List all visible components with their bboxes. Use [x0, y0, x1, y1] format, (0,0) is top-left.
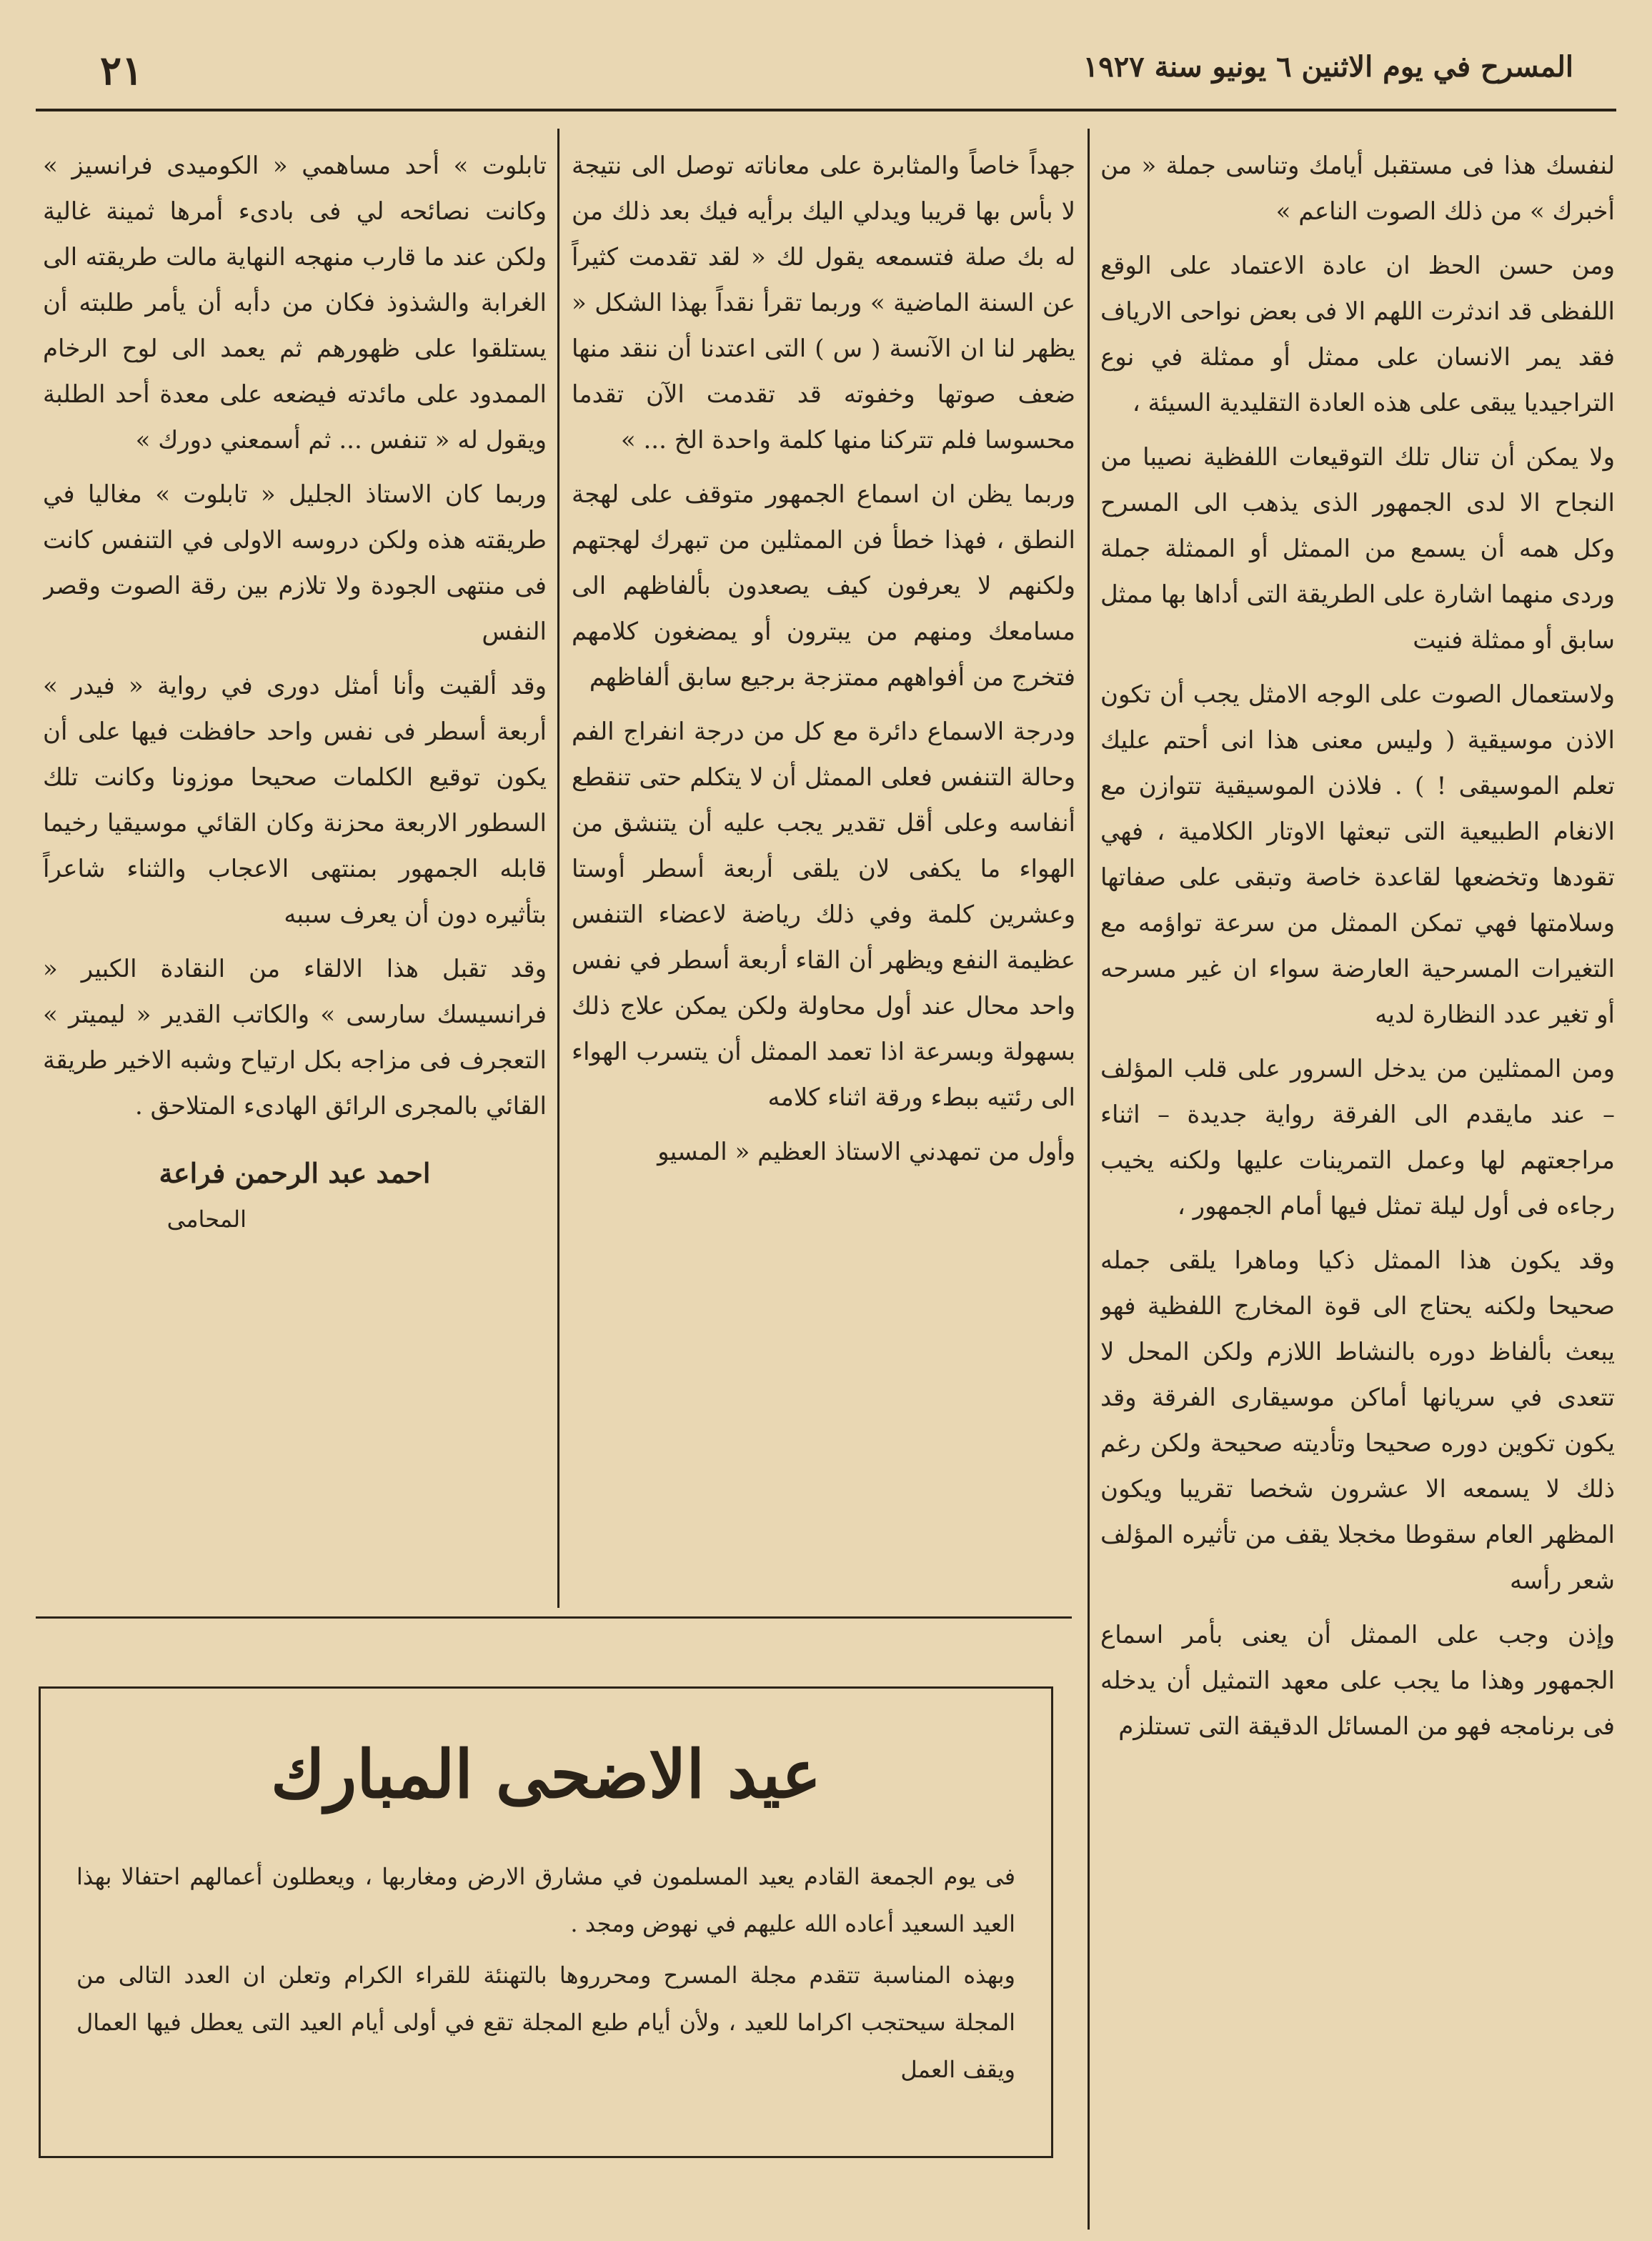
- paragraph: وربما يظن ان اسماع الجمهور متوقف على لهجة النطق ، فهذا خطأ فن الممثلين من تبهرك لهجتهم ولكنهم لا يعرفون كيف يصعدون بألفاظهم الى مسامعك ومنهم من يبترون أو يمضغون كلامهم فتخرج من أفواههم ممتزجة برجيع سابق ألفاظهم: [572, 480, 1075, 692]
- announcement-box: [39, 1686, 1053, 2158]
- paragraph: وإذن وجب على الممثل أن يعنى بأمر اسماع الجمهور وهذا ما يجب على معهد التمثيل أن يدخله فى برنامجه فهو من المسائل الدقيقة التى تستلزم: [1100, 1621, 1615, 1741]
- paragraph: ولا يمكن أن تنال تلك التوقيعات اللفظية نصيبا من النجاح الا لدى الجمهور الذى يذهب الى المسرح وكل همه أن يسمع من الممثل أو الممثلة جملة وردى منهما اشارة على الطريقة التى أداها بها ممثل سابق أو ممثلة فنيت: [1100, 443, 1615, 655]
- announcement-paragraph: فى يوم الجمعة القادم يعيد المسلمون في مشارق الارض ومغاربها ، ويعطلون أعمالهم احتفالا بهذا العيد السعيد أعاده الله عليهم في نهوض ومجد .: [76, 1863, 1015, 1937]
- article-column-middle: [572, 143, 1075, 1579]
- page-number: ٢١: [100, 47, 144, 94]
- author-profession: المحامى: [166, 1206, 247, 1233]
- announcement-body: [76, 1853, 1015, 2097]
- column-divider-left: [557, 129, 559, 1608]
- paragraph: ومن الممثلين من يدخل السرور على قلب المؤلف – عند مايقدم الى الفرقة رواية جديدة – اثناء مراجعتهم لها وعمل التمرينات عليها ولكنه يخيب رجاءه فى أول ليلة تمثل فيها أمام الجمهور ،: [1100, 1055, 1615, 1221]
- paragraph: لنفسك هذا فى مستقبل أيامك وتناسى جملة « من أخبرك » من ذلك الصوت الناعم »: [1100, 151, 1615, 226]
- announcement-paragraph: وبهذه المناسبة تتقدم مجلة المسرح ومحرروها بالتهنئة للقراء الكرام وتعلن ان العدد التالى من المجلة سيحتجب اكراما للعيد ، ولأن أيام طبع المجلة تقع في أولى أيام العيد التى يعطل فيها العمال ويقف العمل: [76, 1962, 1016, 2083]
- paragraph: وأول من تمهدني الاستاذ العظيم « المسيو: [657, 1138, 1075, 1166]
- paragraph: وقد يكون هذا الممثل ذكيا وماهرا يلقى جمله صحيحا ولكنه يحتاج الى قوة المخارج اللفظية فهو يبعث بألفاظ دوره بالنشاط اللازم ولكن المحل لا تتعدى في سريانها أماكن موسيقارى الفرقة وقد يكون تكوين دوره صحيحا وتأديته صحيحة ولكن رغم ذلك لا يسمعه الا عشرون شخصا تقريبا ويكون المظهر العام سقوطا مخجلا يقف من تأثيره المؤلف شعر رأسه: [1100, 1246, 1615, 1595]
- paragraph: ودرجة الاسماع دائرة مع كل من درجة انفراج الفم وحالة التنفس فعلى الممثل أن لا يتكلم حتى تنقطع أنفاسه وعلى أقل تقدير يجب عليه أن يتنشق من الهواء ما يكفى لان يلقى أربعة أسطر أوستا وعشرين كلمة وفي ذلك رياضة لاعضاء التنفس عظيمة النفع ويظهر أن القاء أربعة أسطر في نفس واحد محال عند أول محاولة ولكن يمكن علاج ذلك بسهولة وبسرعة اذا تعمد الممثل أن يتسرب الهواء الى رئتيه ببطء ورقة اثناء كلامه: [572, 717, 1075, 1112]
- announcement-title: عيد الاضحى المبارك: [270, 1736, 822, 1813]
- paragraph: ومن حسن الحظ ان عادة الاعتماد على الوقع اللفظى قد اندثرت اللهم الا فى بعض نواحى الارياف فقد يمر الانسان على ممثل أو ممثلة في نوع التراجيديا يبقى على هذه العادة التقليدية السيئة ،: [1100, 252, 1615, 417]
- paragraph: جهداً خاصاً والمثابرة على معاناته توصل الى نتيجة لا بأس بها قريبا ويدلي اليك برأيه فيك بعد ذلك من له بك صلة فتسمعه يقول لك « لقد تقدمت كثيراً عن السنة الماضية » وربما تقرأ نقداً بهذا الشكل « يظهر لنا ان الآنسة ( س ) التى اعتدنا أن ننقد منها ضعف صوتها وخفوته قد تقدمت الآن تقدما محسوسا فلم تتركنا منها كلمة واحدة الخ ... »: [572, 151, 1075, 454]
- author-signature: احمد عبد الرحمن فراعة: [159, 1157, 431, 1189]
- header-rule: [36, 109, 1616, 111]
- paragraph: ولاستعمال الصوت على الوجه الامثل يجب أن تكون الاذن موسيقية ( وليس معنى هذا انى أحتم عليك تعلم الموسيقى ! ) . فلاذن الموسيقية تتوازن مع الانغام الطبيعية التى تبعثها الاوتار الكلامية ، فهي تقودها وتخضعها لقاعدة خاصة وتبقى على صفاتها وسلامتها فهي تمكن الممثل من سرعة تواؤمه مع التغيرات المسرحية العارضة سواء ان غير مسرحه أو تغير عدد النظارة لديه: [1100, 680, 1615, 1029]
- paragraph: وربما كان الاستاذ الجليل « تابلوت » مغاليا في طريقته هذه ولكن دروسه الاولى في التنفس كانت فى منتهى الجودة ولا تلازم بين رقة الصوت وقصر النفس: [43, 480, 547, 646]
- article-column-left: [43, 143, 547, 1315]
- article-column-right: [1100, 143, 1615, 2222]
- paragraph: وقد ألقيت وأنا أمثل دورى في رواية « فيدر » أربعة أسطر فى نفس واحد حافظت فيها على أن يكون توقيع الكلمات صحيحا موزونا وكانت تلك السطور الاربعة محزنة وكان القائي موسيقيا رخيما قابله الجمهور بمنتهى الاعجاب والثناء شاعراً بتأثيره دون أن يعرف سببه: [43, 672, 547, 929]
- page-header-title: المسرح في يوم الاثنين ٦ يونيو سنة ١٩٢٧: [1083, 50, 1573, 84]
- paragraph: وقد تقبل هذا الالقاء من النقادة الكبير « فرانسيسك سارسى » والكاتب القدير « ليميتر » التعجرف فى مزاجه بكل ارتياح وشبه الاخير طريقة القائي بالمجرى الرائق الهادىء المتلاحق .: [43, 955, 547, 1120]
- paragraph: تابلوت » أحد مساهمي « الكوميدى فرانسيز » وكانت نصائحه لي فى بادىء أمرها ثمينة غالية ولكن عند ما قارب منهجه النهاية مالت طريقته الى الغرابة والشذوذ فكان من دأبه أن يأمر طلبته أن يستلقوا على ظهورهم ثم يعمد الى لوح الرخام الممدود على مائدته فيضعه على معدة أحد الطلبة ويقول له « تنفس ... ثم أسمعني دورك »: [43, 151, 547, 454]
- column-divider-right: [1088, 129, 1090, 2230]
- section-divider: [36, 1616, 1072, 1619]
